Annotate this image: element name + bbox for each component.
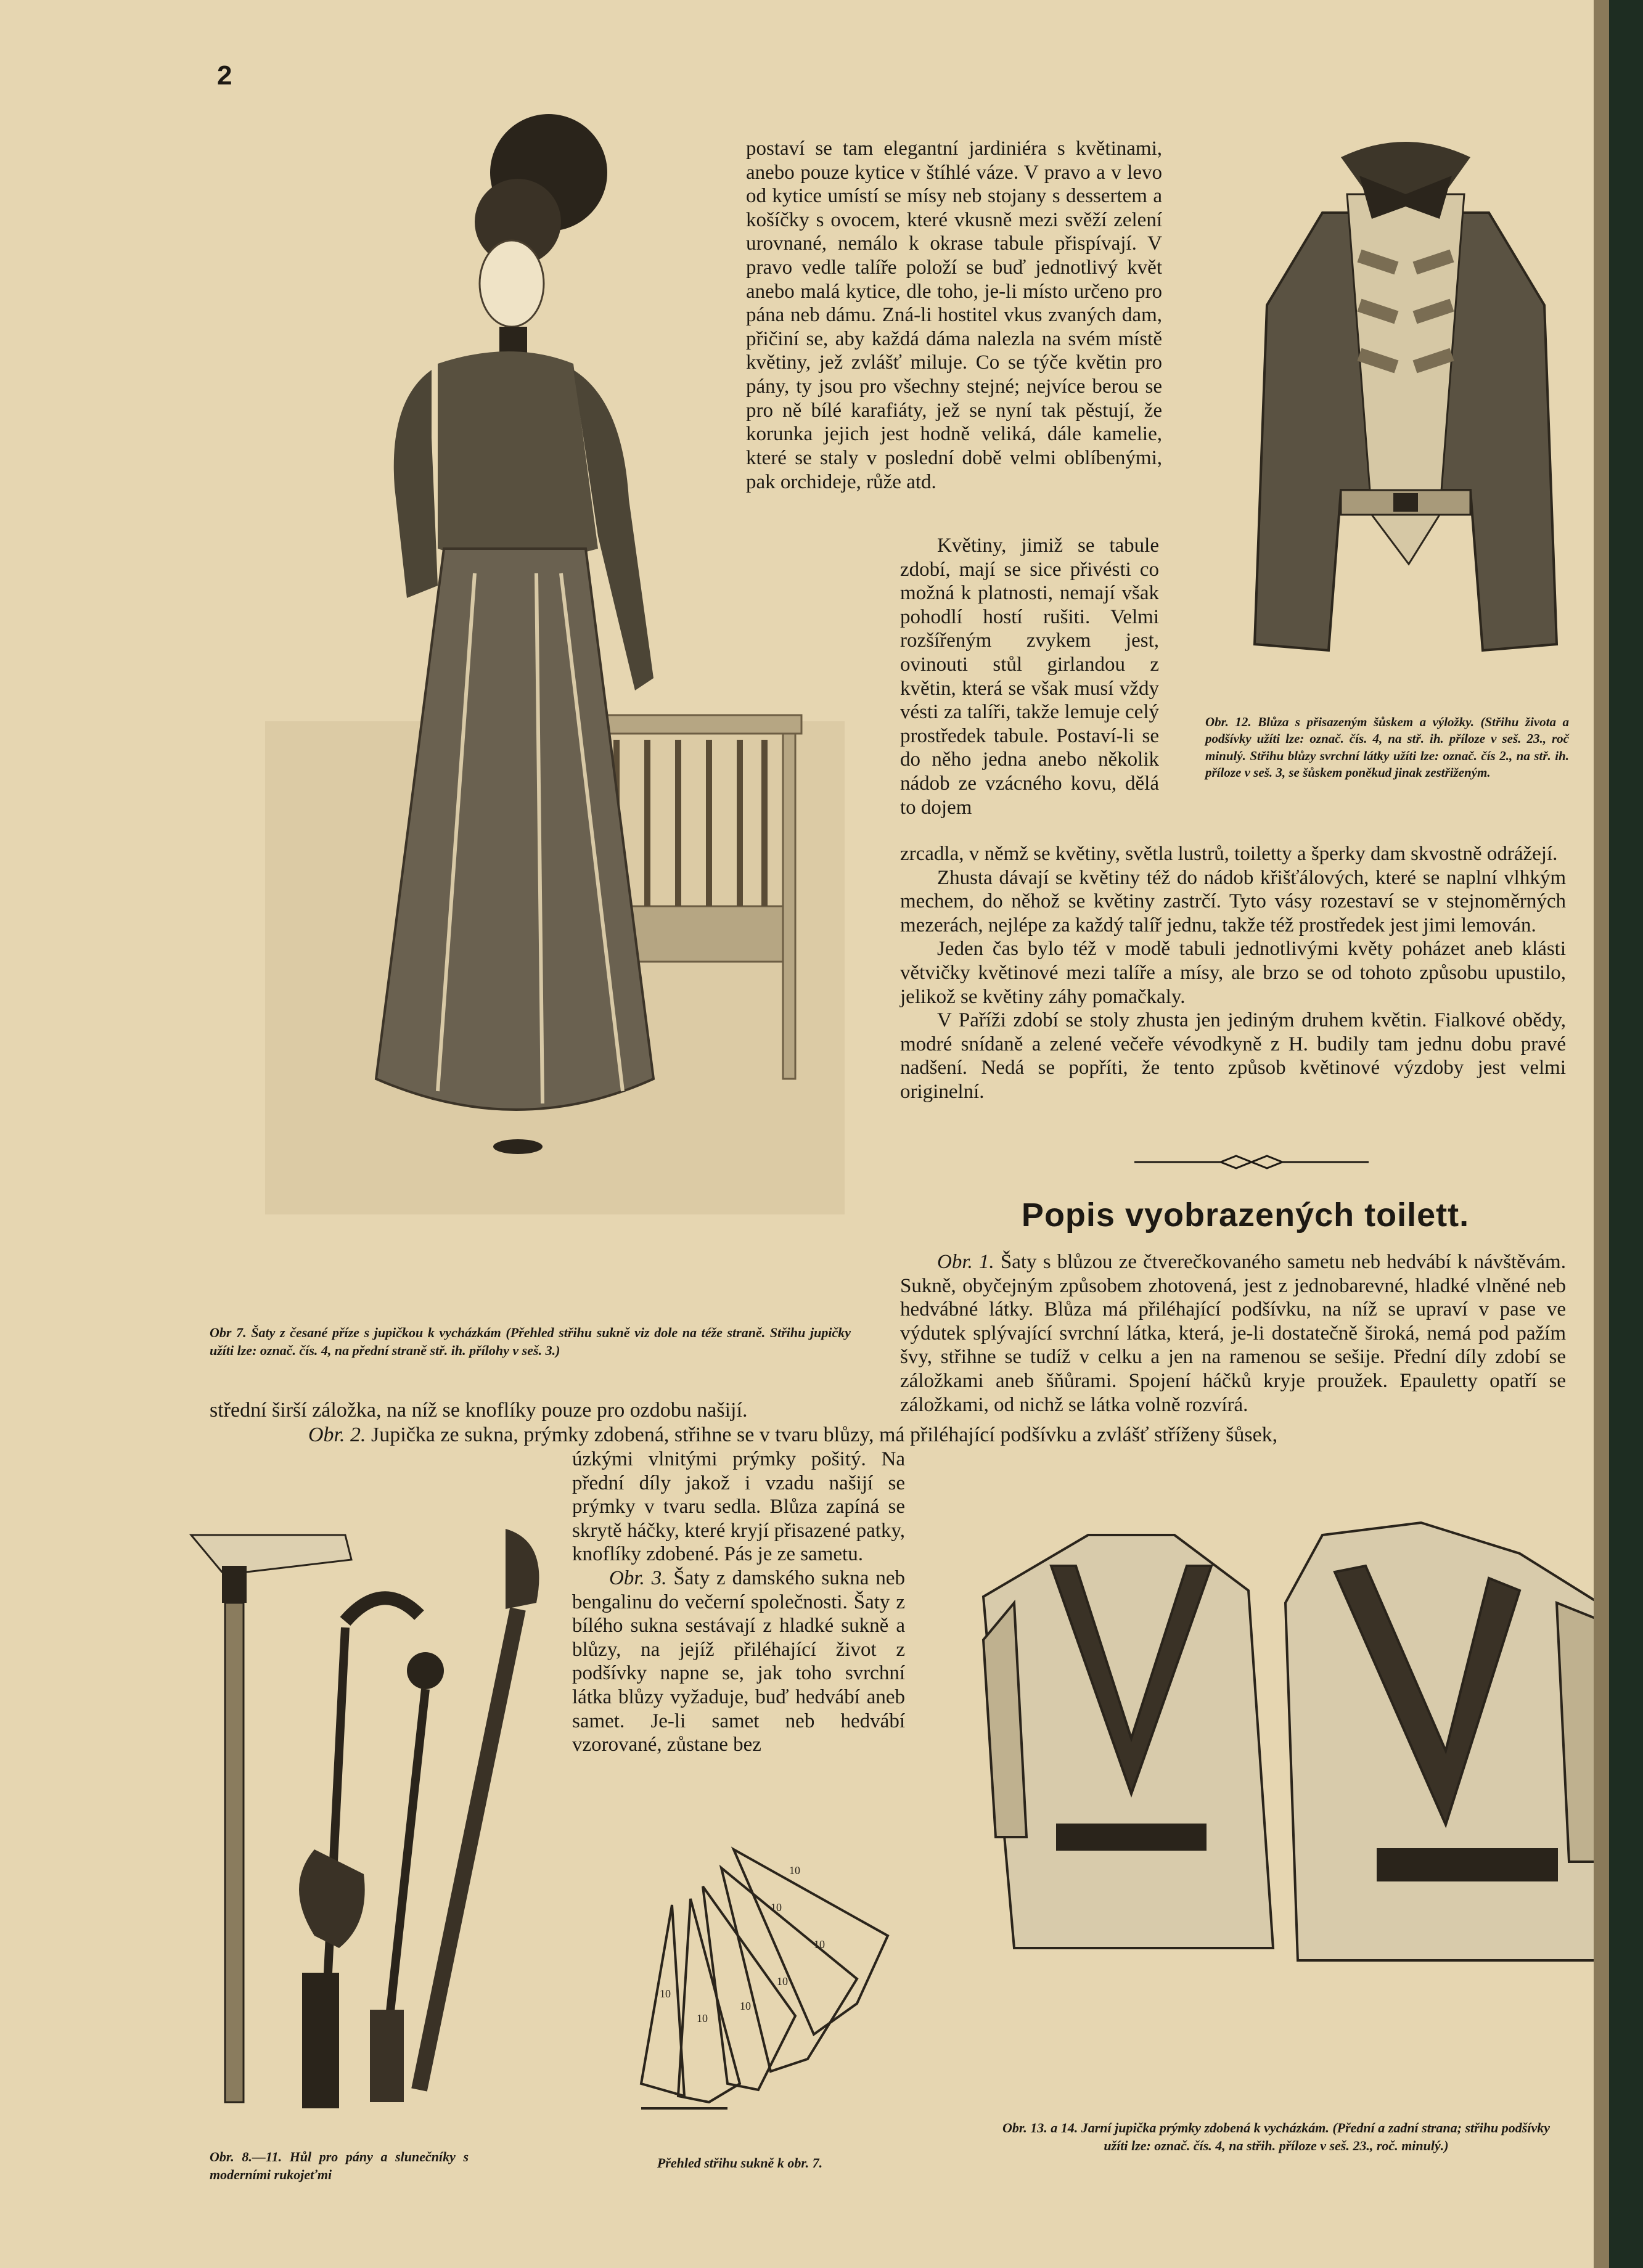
pattern-num-1: 10 bbox=[660, 1988, 671, 2000]
text-obr1 bbox=[900, 1250, 1566, 1417]
caption-obr13-14: Obr. 13. a 14. Jarní jupička prýmky zdobená k vycházkám. (Přední a zadní strana; střihu podšívky užíti lze: označ. čís. 4, na střih. příloze v seš. 23., roč. minulý.) bbox=[1002, 2120, 1550, 2153]
section-heading: Popis vyobrazených toilett. bbox=[1021, 1197, 1470, 1234]
illustration-skirt-pattern bbox=[635, 1837, 900, 2121]
paragraph-jardiniera: postaví se tam elegantní jardiniéra s květinami, anebo pouze kytice v štíhlé váze. V pravo a v levo od kytice umístí se mísy neb stojany s dessertem a košíčky s ovocem, které vkusně mezi svěží zelení urovnané, nemálo k okrase tabule přispívají. V pravo vedle talíře položí se buď jednotlivý květ anebo malá kytice, dle toho, je-li místo určeno pro pána neb dámu. Zná-li hostitel vkus zvaných dam, přičiní se, aby každá dáma nalezla na svém místě květiny, jež zvlášť miluje. Co se týče květin pro pány, ty jsou pro všechny stejné; nejvíce berou se pro ně bílé karafiáty, jež se nyní tak pěstují, že korunka jejich jest hodně veliká, dále kamelie, které se staly v poslední době velmi oblíbenými, pak orchideje, růže atd. bbox=[746, 137, 1162, 493]
pattern-num-7: 10 bbox=[789, 1864, 800, 1877]
pattern-num-2: 10 bbox=[697, 2012, 708, 2024]
caption-obr8-11: Obr. 8.—11. Hůl pro pány a slunečníky s moderními rukojeťmi bbox=[210, 2149, 469, 2182]
paragraph-zrcadla: zrcadla, v němž se květiny, světla lustrů, toiletty a šperky dam skvostně odrážejí. bbox=[900, 843, 1558, 865]
pattern-num-6: 10 bbox=[771, 1901, 782, 1914]
ornament-divider bbox=[1134, 1150, 1369, 1174]
text-obr2-obr3 bbox=[572, 1447, 905, 1757]
book-spine bbox=[1609, 0, 1643, 2268]
text-line-stredni: střední širší záložka, na níž se knoflíky pouze pro ozdobu našijí. bbox=[210, 1399, 748, 1422]
caption-obr7: Obr 7. Šaty z česané příze s jupičkou k vycházkám (Přehled střihu sukně viz dole na téže straně. Střihu jupičky užíti lze: označ. čís. 4, na přední straně stř. ih. přílohy v seš. 3.) bbox=[210, 1325, 851, 1358]
text-column-narrow bbox=[900, 534, 1159, 819]
obr3-text: Šaty z damského sukna neb bengalinu do večerní společnosti. Šaty z bílého sukna sestávají z hladké sukně a blůzy, na jejíž přiléhající život z podšívky napne se, jak toho svrchní látka blůzy vyžaduje, buď hedvábí aneb samet. Je-li samet neb hedvábí vzorované, zůstane bez bbox=[572, 1567, 905, 1756]
obr2-text-a: Jupička ze sukna, prýmky zdobená, střihne se v tvaru blůzy, má přiléhající podšívku a zvlášť stříženy šůsek, bbox=[371, 1423, 1278, 1446]
illustration-obr8-11-canes-parasols bbox=[185, 1504, 573, 2121]
paragraph-pariz: V Paříži zdobí se stoly zhusta jen jediným druhem květin. Fialkové obědy, modré snídaně a zelené večeře vévodkyně z H. budily tam jednu dobu pravé nadšení. Nedá se popříti, že tento způsob květinové výzdoby jest velmi originelní. bbox=[900, 1009, 1566, 1103]
obr1-label: Obr. 1. bbox=[937, 1251, 994, 1273]
paragraph-jeden-cas: Jeden čas bylo též v modě tabuli jednotlivými květy poházet aneb klásti větvičky květinové mezi talíře a mísy, ale brzo se od tohoto způsobu upustilo, jelikož se květiny záhy pomačkaly. bbox=[900, 938, 1566, 1008]
text-column-wide bbox=[900, 842, 1566, 1104]
obr2-text-b: úzkými vlnitými prýmky pošitý. Na přední díly jakož i vzadu našijí se prýmky v tvaru sedla. Blůza zapíná se skrytě háčky, které kryjí přisazené patky, knoflíky zdobené. Pás je ze sametu. bbox=[572, 1448, 905, 1566]
paragraph-kvetiny: Květiny, jimiž se tabule zdobí, mají se sice přivésti co možná k platnosti, nemají však pohodlí hostí rušiti. Velmi rozšířeným zvykem jest, ovinouti stůl girlandou z květin, která se však musí vždy vésti za talíři, takže lemuje celý prostředek tabule. Postaví-li se do něho jedna anebo několik nádob ze vzácného kovu, dělá to dojem bbox=[900, 534, 1159, 819]
pattern-num-4: 10 bbox=[777, 1975, 788, 1988]
text-column-top bbox=[746, 137, 1162, 494]
pattern-num-3: 10 bbox=[740, 2000, 751, 2012]
paragraph-zhusta: Zhusta dávají se květiny též do nádob křišťálových, které se naplní vlhkým mechem, do něhož se květiny zastrčí. Tyto vásy rozestaví se v stejnoměrných mezerách, nejlépe za každý talíř jednu, takže též prostředek jest jimi lemován. bbox=[900, 866, 1566, 936]
text-obr2-line bbox=[308, 1423, 1566, 1447]
pattern-num-5: 10 bbox=[814, 1938, 825, 1951]
obr1-text: Šaty s blůzou ze čtverečkovaného sametu neb hedvábí k návštěvám. Sukně, obyčejným způsobem zhotovená, jest z jednobarevné, hladké vlněné neb hedvábné látky. Blůza má přiléhající podšívku, na níž se upraví v pase ve výdutek splývající svrchní látka, která, je-li dostatečně široká, nemá pod pažím švy, střihne se tudíž v celku a jen na ramenou se sešije. Přední díly zdobí se záložkami aneb šňůrami. Spojení háčků kryje proužek. Epauletty opatří se záložkami, od nichž se látka volně rozvírá. bbox=[900, 1251, 1566, 1416]
caption-skirt-pattern: Přehled střihu sukně k obr. 7. bbox=[657, 2155, 823, 2171]
obr2-label: Obr. 2. bbox=[308, 1423, 366, 1446]
illustration-obr12-blouse bbox=[1236, 120, 1575, 663]
page-number: 2 bbox=[217, 60, 232, 91]
caption-obr12: Obr. 12. Blůza s přisazeným šůskem a výložky. (Střihu života a podšívky užíti lze: označ. čís. 4, na stř. ih. příloze v seš. 23., roč minulý. Střihu blůzy svrchní látky užíti lze: označ. čís 2., na stř. ih. příloze v seš. 3, se šůskem poněkud jinak zestřiženým. bbox=[1205, 714, 1569, 780]
illustration-obr13-14-jackets bbox=[977, 1517, 1621, 2108]
obr3-label: Obr. 3. bbox=[609, 1567, 667, 1590]
